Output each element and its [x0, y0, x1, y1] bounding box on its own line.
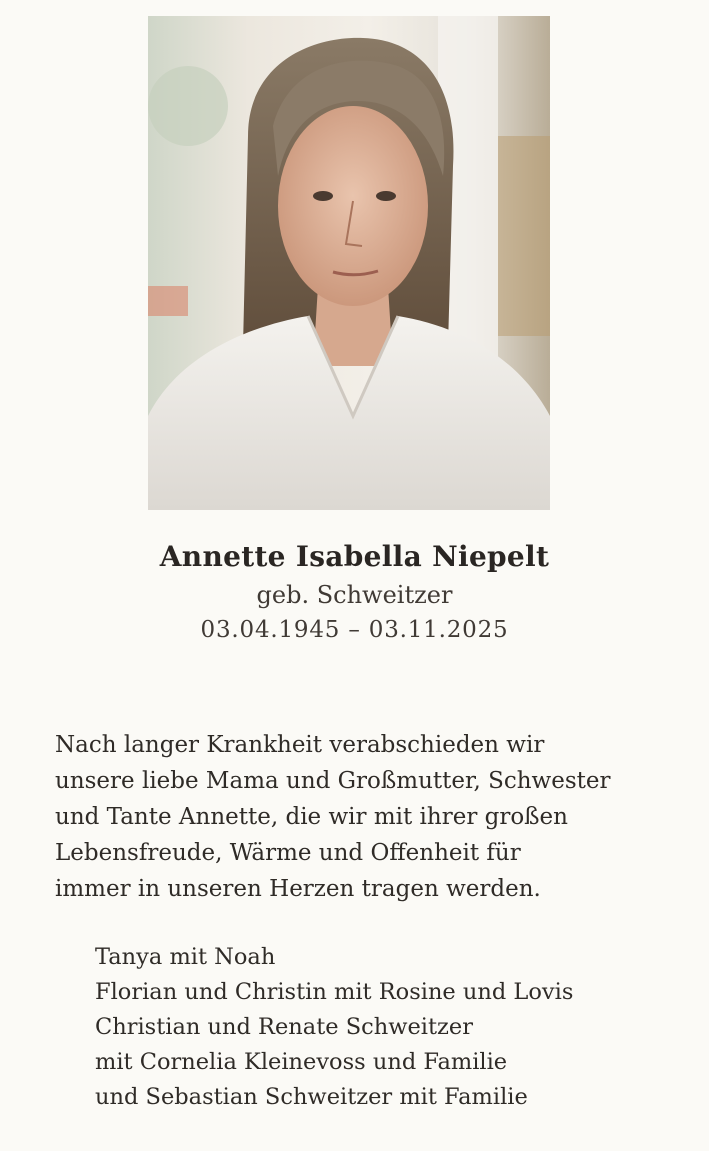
family-line: und Sebastian Schweitzer mit Familie	[95, 1084, 528, 1110]
maiden-name: geb. Schweitzer	[256, 581, 453, 609]
portrait-image	[148, 16, 550, 510]
family-line: Florian und Christin mit Rosine und Lovis	[95, 979, 574, 1005]
message-line: immer in unseren Herzen tragen werden.	[55, 876, 541, 902]
life-dates: 03.04.1945 – 03.11.2025	[200, 617, 509, 643]
family-line: Christian und Renate Schweitzer	[95, 1014, 473, 1040]
name-block	[0, 538, 709, 645]
message-line: und Tante Annette, die wir mit ihrer großen	[55, 804, 568, 830]
family-line: Tanya mit Noah	[95, 944, 276, 970]
message-line: unsere liebe Mama und Großmutter, Schwester	[55, 768, 611, 794]
message-line: Lebensfreude, Wärme und Offenheit für	[55, 840, 521, 866]
deceased-name: Annette Isabella Niepelt	[159, 540, 550, 573]
message-line: Nach langer Krankheit verabschieden wir	[55, 732, 545, 758]
family-list	[95, 940, 685, 1115]
portrait-photo	[148, 16, 550, 510]
memorial-message	[55, 727, 675, 907]
family-line: mit Cornelia Kleinevoss und Familie	[95, 1049, 508, 1075]
